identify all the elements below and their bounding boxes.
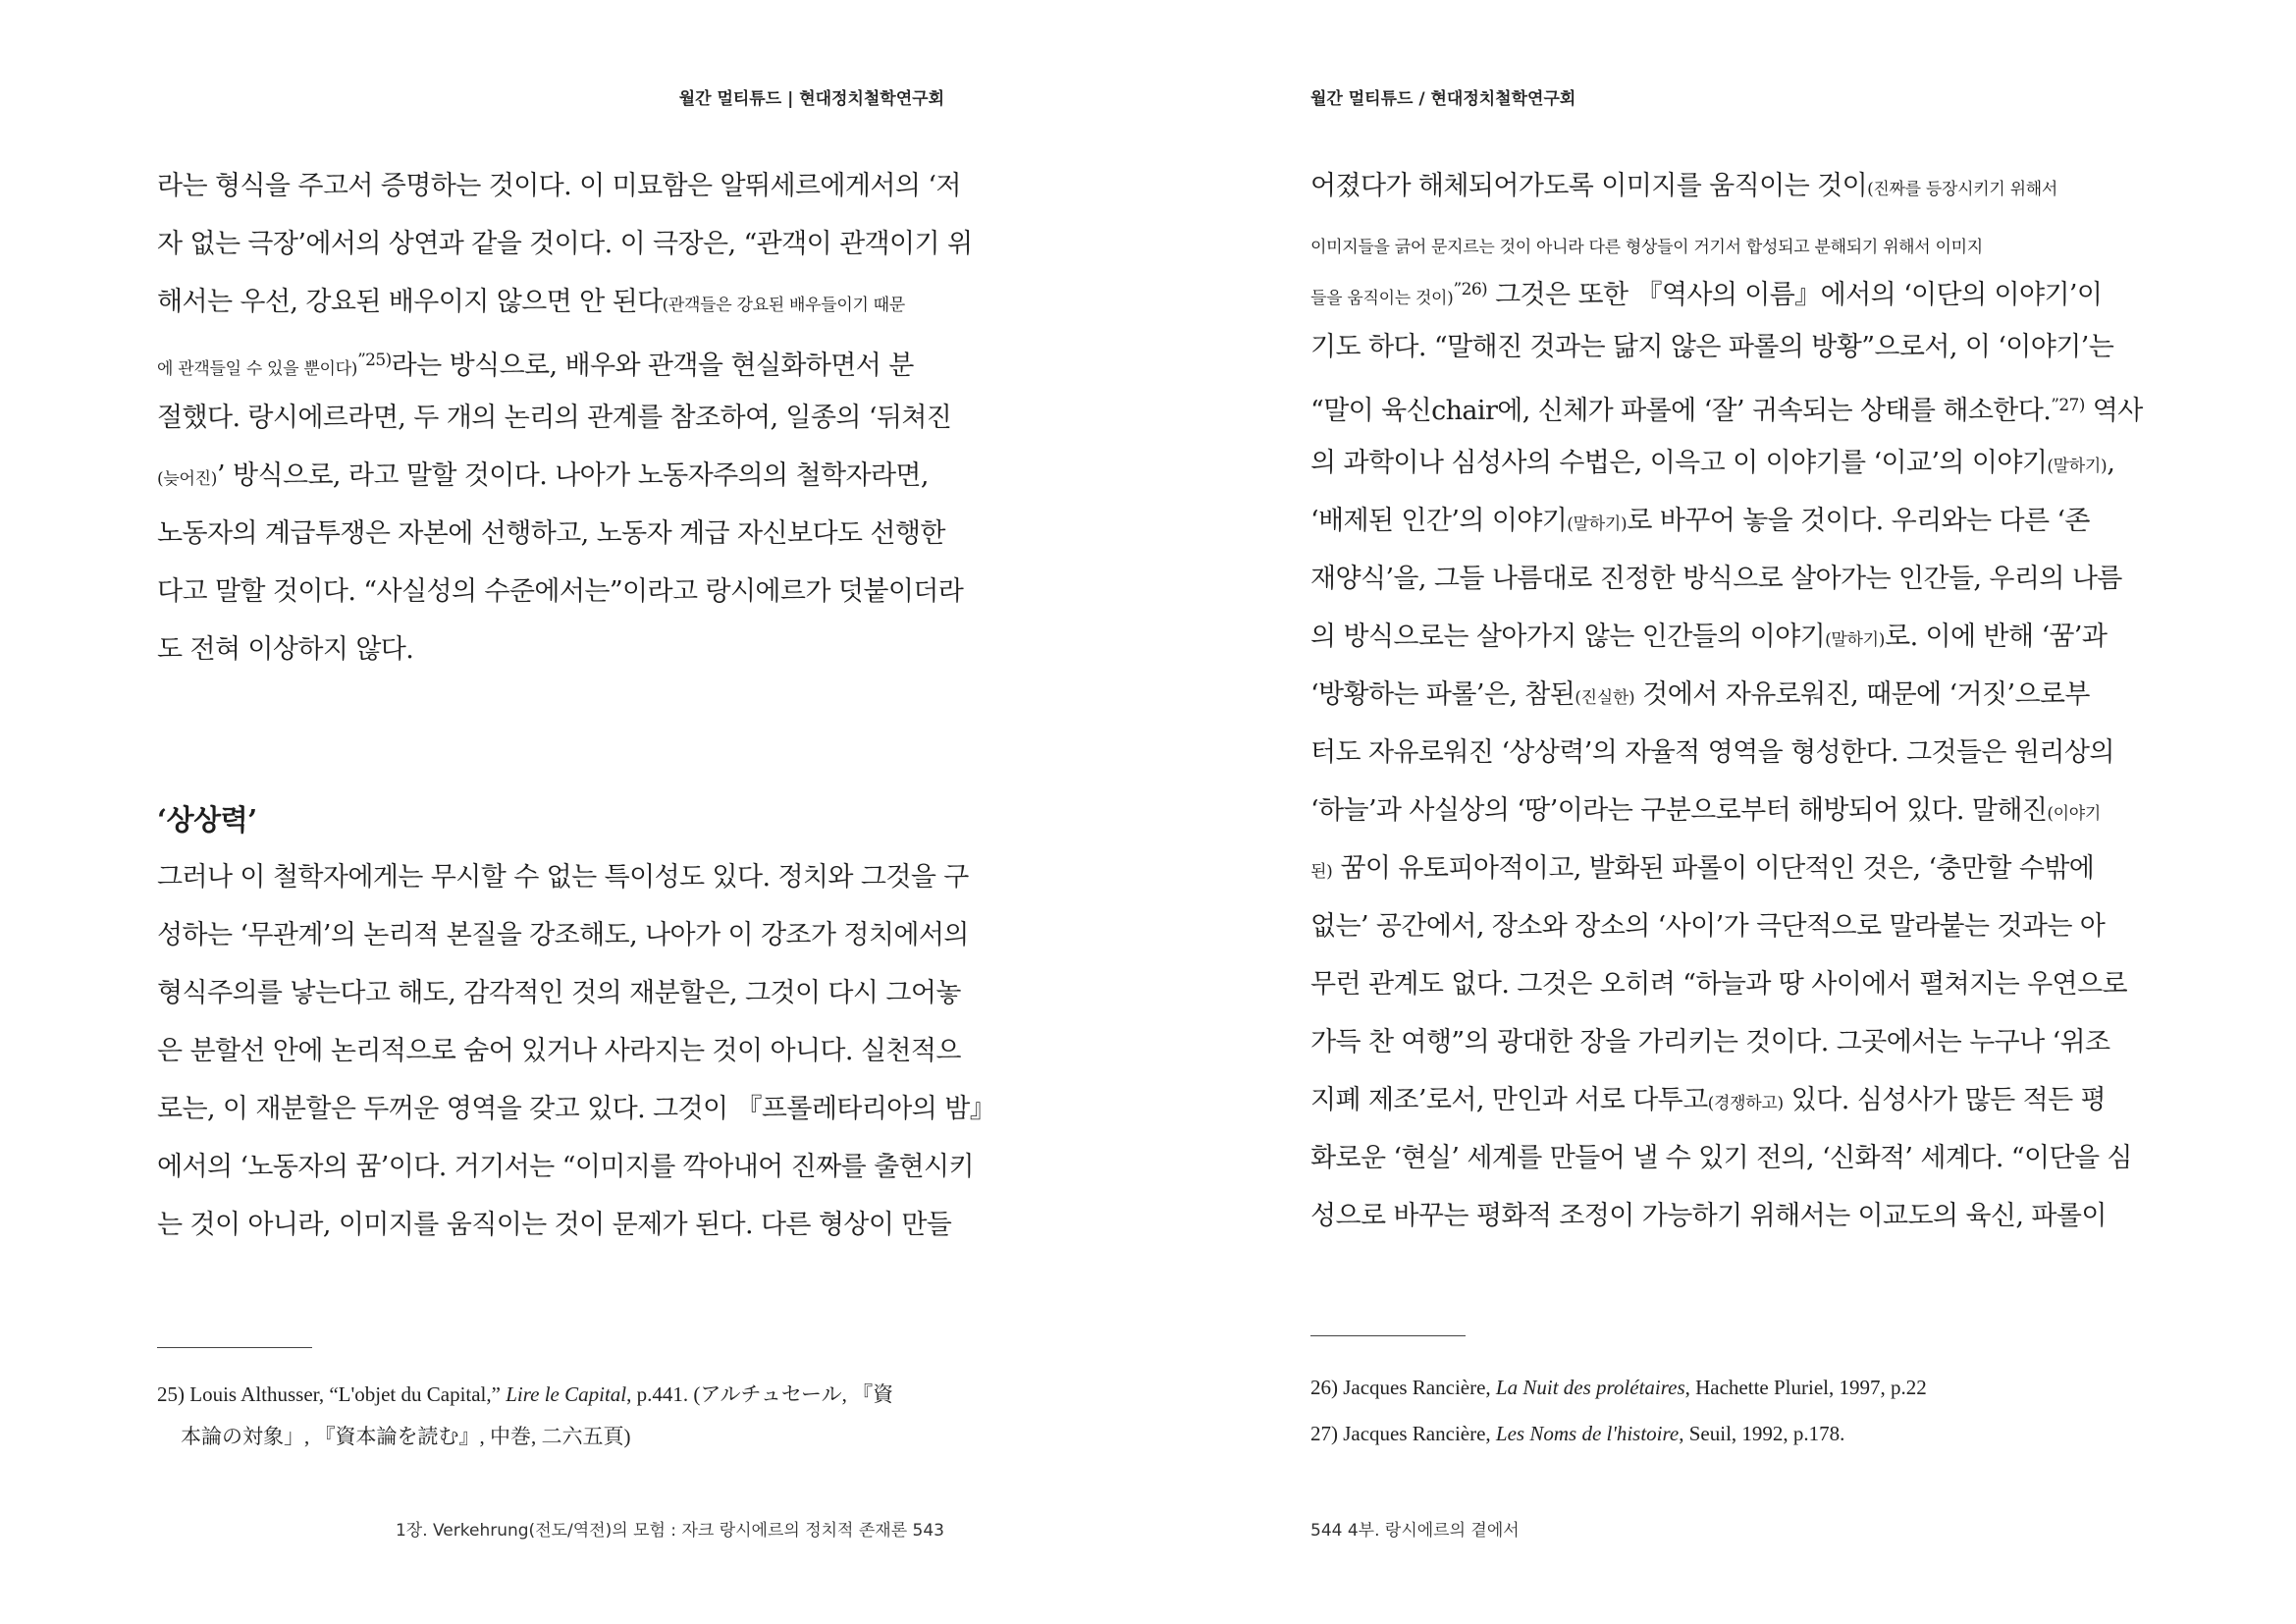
body-line: 자 없는 극장’에서의 상연과 같을 것이다. 이 극장은, “관객이 관객이기 위 [157, 229, 973, 259]
body-line [1310, 225, 1983, 267]
body-line: 가득 찬 여행”의 광대한 장을 가리키는 것이다. 그곳에서는 누구나 ‘위조 [1310, 1027, 2110, 1057]
gloss: (늦어진) [157, 469, 218, 489]
body-line: 터도 자유로워진 ‘상상력’의 자율적 영역을 형성한다. 그것들은 원리상의 [1310, 737, 2114, 768]
footnote-ref[interactable]: ”25) [357, 351, 392, 370]
gloss: (말하기) [1567, 514, 1628, 534]
body-line: 성하는 ‘무관계’의 논리적 본질을 강조해도, 나아가 이 강조가 정치에서의 [157, 920, 969, 950]
footnote-ref[interactable]: ”27) [2051, 396, 2085, 415]
body-line: 은 분할선 안에 논리적으로 숨어 있거나 사라지는 것이 아니다. 실천적으 [157, 1036, 961, 1066]
page-footer: 1장. Verkehrung(전도/역전)의 모험 : 자크 랑시에르의 정치적 존재론 543 [395, 1521, 944, 1541]
footnote-rule [1310, 1335, 1466, 1336]
body-line: 없는’ 공간에서, 장소와 장소의 ‘사이’가 극단적으로 말라붙는 것과는 아 [1310, 911, 2106, 942]
body-line: 절했다. 랑시에르라면, 두 개의 논리의 관계를 참조하여, 일종의 ‘뒤쳐진 [157, 403, 952, 433]
gloss: 들을 움직이는 것이) [1310, 289, 1454, 308]
body-line: 성으로 바꾸는 평화적 조정이 가능하기 위해서는 이교도의 육신, 파롤이 [1310, 1201, 2107, 1231]
footnote-rule [157, 1347, 312, 1348]
gloss: (말하기) [2047, 457, 2108, 476]
running-header: 월간 멀티튜드 / 현대정치철학연구회 [1310, 89, 1576, 109]
body-line: 노동자의 계급투쟁은 자본에 선행하고, 노동자 계급 자신보다도 선행한 [157, 518, 945, 549]
body-line: 는 것이 아니라, 이미지를 움직이는 것이 문제가 된다. 다른 형상이 만들 [157, 1210, 952, 1240]
body-line: 의 방식으로는 살아가지 않는 인간들의 이야기(말하기)로. 이에 반해 ‘꿈’과 [1310, 622, 2108, 652]
body-line: (늦어진)’ 방식으로, 라고 말할 것이다. 나아가 노동자주의의 철학자라면, [157, 460, 929, 491]
gloss: (진실한) [1575, 688, 1635, 708]
gloss: (관객들은 강요된 배우들이기 때문 [662, 296, 905, 315]
body-line: 어졌다가 해체되어가도록 이미지를 움직이는 것이(진짜를 등장시키기 위해서 [1310, 171, 2057, 201]
running-header: 월간 멀티튜드 | 현대정치철학연구회 [678, 89, 944, 109]
page-footer: 544 4부. 랑시에르의 곁에서 [1310, 1521, 1520, 1541]
body-line: 형식주의를 낳는다고 해도, 감각적인 것의 재분할은, 그것이 다시 그어놓 [157, 978, 961, 1008]
body-line: 들을 움직이는 것이)$^{”26)}$ 그것은 또한 『역사의 이름』에서의 ‘이단의 이야기’이 [1310, 280, 2103, 310]
body-line: 라는 형식을 주고서 증명하는 것이다. 이 미묘함은 알뛰세르에게서의 ‘저 [157, 171, 961, 201]
right-page [1148, 0, 2296, 1624]
body-line: 해서는 우선, 강요된 배우이지 않으면 안 된다(관객들은 강요된 배우들이기 때문 [157, 287, 905, 317]
gloss: (진짜를 등장시키기 위해서 [1867, 180, 2057, 199]
footnote-ref[interactable]: ”26) [1453, 280, 1488, 299]
body-line: 화로운 ‘현실’ 세계를 만들어 낼 수 있기 전의, ‘신화적’ 세계다. “이단을 심 [1310, 1143, 2132, 1173]
body-line: ‘배제된 인간’의 이야기(말하기)로 바꾸어 놓을 것이다. 우리와는 다른 ‘존 [1310, 506, 2090, 536]
footnote-25-cont: 本論の対象」, 『資本論を読む』, 中巻, 二六五頁) [181, 1425, 631, 1448]
gloss: (말하기) [1825, 630, 1886, 650]
body-line: 에서의 ‘노동자의 꿈’이다. 거기서는 “이미지를 깍아내어 진짜를 출현시키 [157, 1152, 975, 1182]
body-line: ‘하늘’과 사실상의 ‘땅’이라는 구분으로부터 해방되어 있다. 말해진(이야기 [1310, 795, 2102, 826]
gloss: 에 관객들일 수 있을 뿐이다) [157, 359, 358, 379]
body-line: 다고 말할 것이다. “사실성의 수준에서는”이라고 랑시에르가 덧붙이더라 [157, 576, 964, 607]
body-line: 기도 하다. “말해진 것과는 닮지 않은 파롤의 방황”으로서, 이 ‘이야기’는 [1310, 332, 2114, 362]
body-line: 무런 관계도 없다. 그것은 오히려 “하늘과 땅 사이에서 펼쳐지는 우연으로 [1310, 969, 2128, 1000]
footnote-27: 27) Jacques Rancière, Les Noms de l'histoire, Seuil, 1992, p.178. [1310, 1422, 1845, 1445]
gloss: 된) [1310, 862, 1333, 882]
body-line: 에 관객들일 수 있을 뿐이다)$^{”25)}$라는 방식으로, 배우와 관객을 현실화하면서 분 [157, 351, 914, 381]
body-line: “말이 육신chair에, 신체가 파롤에 ‘잘’ 귀속되는 상태를 해소한다.$^{”27)}$ 역사 [1310, 396, 2143, 426]
body-line: 지폐 제조’로서, 만인과 서로 다투고(경쟁하고) 있다. 심성사가 많든 적든 평 [1310, 1085, 2107, 1115]
body-line: 그러나 이 철학자에게는 무시할 수 없는 특이성도 있다. 정치와 그것을 구 [157, 862, 969, 893]
section-heading: ‘상상력’ [157, 803, 257, 837]
body-line: ‘방황하는 파롤’은, 참된(진실한) 것에서 자유로워진, 때문에 ‘거짓’으로부 [1310, 679, 2090, 710]
body-line: 된) 꿈이 유토피아적이고, 발화된 파롤이 이단적인 것은, ‘충만할 수밖에 [1310, 853, 2095, 884]
body-line: 로는, 이 재분할은 두꺼운 영역을 갖고 있다. 그것이 『프롤레타리아의 밤』 [157, 1094, 996, 1124]
gloss: (경쟁하고) [1707, 1094, 1784, 1113]
body-line: 재양식’을, 그들 나름대로 진정한 방식으로 살아가는 인간들, 우리의 나름 [1310, 564, 2122, 594]
body-line: 의 과학이나 심성사의 수법은, 이윽고 이 이야기를 ‘이교’의 이야기(말하기), [1310, 448, 2115, 478]
body-line: 도 전혀 이상하지 않다. [157, 634, 414, 665]
footnote-25: 25) Louis Althusser, “L'objet du Capital,” Lire le Capital, p.441. (アルチュセール, 『資 [157, 1382, 894, 1406]
gloss: (이야기 [2047, 804, 2102, 824]
gloss: 이미지들을 긁어 문지르는 것이 아니라 다른 형상들이 거기서 합성되고 분해되기 위해서 이미지 [1310, 238, 1983, 257]
footnote-26: 26) Jacques Rancière, La Nuit des prolétaires, Hachette Pluriel, 1997, p.22 [1310, 1376, 1927, 1399]
